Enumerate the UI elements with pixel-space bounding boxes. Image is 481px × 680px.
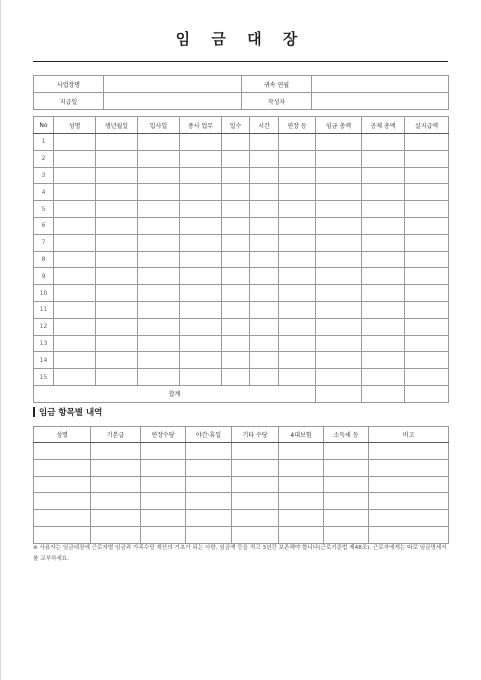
register-cell[interactable] (180, 184, 222, 201)
register-cell[interactable] (222, 134, 250, 151)
register-cell[interactable] (279, 201, 316, 218)
register-cell[interactable] (405, 251, 449, 268)
register-cell[interactable] (250, 201, 279, 218)
info-row (34, 76, 449, 93)
items-cell[interactable] (141, 526, 186, 543)
register-cell[interactable] (138, 201, 180, 218)
pay-month-field[interactable] (312, 76, 449, 93)
wage-items-table (33, 426, 449, 544)
section-heading (33, 406, 102, 418)
items-cell[interactable] (279, 459, 324, 476)
register-cell[interactable] (54, 251, 96, 268)
register-header-cell: No (34, 117, 54, 134)
table-row (34, 268, 449, 285)
register-cell[interactable] (180, 352, 222, 369)
items-cell[interactable] (232, 459, 279, 476)
register-cell[interactable] (54, 150, 96, 167)
register-cell[interactable] (279, 369, 316, 386)
register-cell[interactable] (222, 318, 250, 335)
register-cell[interactable] (96, 285, 138, 302)
register-cell[interactable] (54, 234, 96, 251)
register-cell[interactable] (362, 335, 405, 352)
register-cell[interactable] (138, 134, 180, 151)
register-cell[interactable] (222, 184, 250, 201)
table-row (34, 459, 449, 476)
items-cell[interactable] (232, 510, 279, 527)
register-cell[interactable] (362, 217, 405, 234)
items-cell[interactable] (141, 459, 186, 476)
table-row (34, 352, 449, 369)
register-cell[interactable] (316, 217, 362, 234)
table-row (34, 510, 449, 527)
items-cell[interactable] (232, 476, 279, 493)
register-header-cell: 실지급액 (405, 117, 449, 134)
table-row (34, 201, 449, 218)
table-row (34, 318, 449, 335)
register-cell[interactable] (138, 301, 180, 318)
items-cell[interactable] (34, 526, 91, 543)
register-cell[interactable] (138, 150, 180, 167)
table-row (34, 301, 449, 318)
register-cell[interactable] (405, 285, 449, 302)
register-cell[interactable] (222, 234, 250, 251)
register-cell[interactable] (405, 201, 449, 218)
register-cell[interactable] (279, 167, 316, 184)
table-row (34, 167, 449, 184)
register-cell[interactable] (362, 234, 405, 251)
register-cell[interactable] (279, 318, 316, 335)
items-cell[interactable] (186, 510, 232, 527)
total-net-pay-cell[interactable] (405, 385, 449, 402)
items-cell[interactable] (279, 443, 324, 460)
register-cell[interactable] (222, 301, 250, 318)
register-cell[interactable] (180, 150, 222, 167)
register-cell[interactable] (362, 352, 405, 369)
items-cell[interactable] (232, 443, 279, 460)
register-cell[interactable] (250, 234, 279, 251)
register-header-cell: 일수 (222, 117, 250, 134)
items-cell[interactable] (324, 510, 369, 527)
register-cell[interactable] (316, 150, 362, 167)
register-cell[interactable] (138, 318, 180, 335)
items-cell[interactable] (369, 526, 449, 543)
register-cell[interactable] (54, 369, 96, 386)
items-cell[interactable] (141, 493, 186, 510)
table-row (34, 285, 449, 302)
register-cell[interactable] (54, 335, 96, 352)
register-cell[interactable] (96, 318, 138, 335)
register-cell[interactable] (405, 352, 449, 369)
register-cell[interactable] (180, 251, 222, 268)
register-cell[interactable] (180, 268, 222, 285)
items-cell[interactable] (324, 526, 369, 543)
register-cell[interactable] (222, 352, 250, 369)
table-row (34, 234, 449, 251)
register-cell[interactable] (362, 167, 405, 184)
register-cell[interactable] (250, 301, 279, 318)
items-cell[interactable] (141, 476, 186, 493)
register-cell[interactable] (250, 352, 279, 369)
items-cell[interactable] (279, 510, 324, 527)
row-number: 12 (34, 318, 54, 335)
items-cell[interactable] (232, 526, 279, 543)
row-number: 5 (34, 201, 54, 218)
register-cell[interactable] (180, 134, 222, 151)
register-cell[interactable] (222, 335, 250, 352)
register-cell[interactable] (316, 369, 362, 386)
section-marker (33, 407, 35, 417)
register-cell[interactable] (250, 285, 279, 302)
items-cell[interactable] (369, 493, 449, 510)
table-row (34, 184, 449, 201)
row-number: 8 (34, 251, 54, 268)
register-cell[interactable] (96, 234, 138, 251)
register-cell[interactable] (250, 184, 279, 201)
table-row (34, 217, 449, 234)
items-cell[interactable] (91, 459, 141, 476)
table-row (34, 134, 449, 151)
items-cell[interactable] (369, 443, 449, 460)
register-cell[interactable] (279, 268, 316, 285)
row-number: 4 (34, 184, 54, 201)
author-label: 작성자 (242, 93, 312, 110)
items-header-cell: 기본급 (91, 427, 141, 443)
register-cell[interactable] (405, 234, 449, 251)
pay-month-label: 귀속 연월 (242, 76, 312, 93)
table-row (34, 493, 449, 510)
register-cell[interactable] (250, 268, 279, 285)
items-cell[interactable] (369, 476, 449, 493)
register-cell[interactable] (405, 184, 449, 201)
register-cell[interactable] (96, 201, 138, 218)
register-cell[interactable] (54, 285, 96, 302)
register-cell[interactable] (362, 184, 405, 201)
register-cell[interactable] (405, 268, 449, 285)
items-cell[interactable] (369, 459, 449, 476)
items-cell[interactable] (279, 526, 324, 543)
register-cell[interactable] (96, 335, 138, 352)
register-cell[interactable] (96, 217, 138, 234)
register-header-cell: 임금 총액 (316, 117, 362, 134)
footnote: ※ 사용자는 임금대장에 근로자별 임금과 가족수당 계산의 기초가 되는 사항, 임금액 등을 적고 3년간 보존해야 합니다(근로기준법 제48조). 근로자에게는 따로 임금명세서를 교부하세요. (33, 545, 447, 562)
register-cell[interactable] (222, 167, 250, 184)
register-cell[interactable] (405, 318, 449, 335)
row-number: 13 (34, 335, 54, 352)
register-cell[interactable] (180, 318, 222, 335)
items-cell[interactable] (91, 443, 141, 460)
register-header-cell: 종사 업무 (180, 117, 222, 134)
table-row (34, 335, 449, 352)
register-cell[interactable] (362, 318, 405, 335)
register-cell[interactable] (180, 369, 222, 386)
register-cell[interactable] (279, 184, 316, 201)
items-cell[interactable] (91, 493, 141, 510)
register-header-row (34, 117, 449, 134)
items-cell[interactable] (186, 443, 232, 460)
register-cell[interactable] (180, 301, 222, 318)
items-cell[interactable] (141, 510, 186, 527)
items-cell[interactable] (186, 526, 232, 543)
register-cell[interactable] (138, 167, 180, 184)
register-cell[interactable] (222, 285, 250, 302)
row-number: 14 (34, 352, 54, 369)
items-cell[interactable] (91, 526, 141, 543)
register-cell[interactable] (96, 134, 138, 151)
items-cell[interactable] (34, 510, 91, 527)
items-header-cell: 비고 (369, 427, 449, 443)
register-cell[interactable] (250, 167, 279, 184)
register-header-cell: 생년월일 (96, 117, 138, 134)
info-row (34, 93, 449, 110)
wage-register-table (33, 116, 449, 403)
items-header-cell: 소득세 등 (324, 427, 369, 443)
register-cell[interactable] (222, 251, 250, 268)
register-cell[interactable] (96, 251, 138, 268)
register-cell[interactable] (96, 352, 138, 369)
register-cell[interactable] (316, 134, 362, 151)
business-name-label: 사업장명 (34, 76, 104, 93)
register-header-cell: 성명 (54, 117, 96, 134)
register-cell[interactable] (279, 301, 316, 318)
table-row (34, 476, 449, 493)
register-cell[interactable] (96, 268, 138, 285)
items-cell[interactable] (186, 493, 232, 510)
title-divider (33, 61, 448, 62)
register-cell[interactable] (138, 352, 180, 369)
register-cell[interactable] (405, 301, 449, 318)
items-header-cell: 야간·휴일 (186, 427, 232, 443)
register-cell[interactable] (316, 201, 362, 218)
register-cell[interactable] (362, 150, 405, 167)
register-cell[interactable] (138, 184, 180, 201)
page-title: 임 금 대 장 (175, 30, 306, 48)
row-number: 7 (34, 234, 54, 251)
register-cell[interactable] (180, 217, 222, 234)
register-cell[interactable] (54, 134, 96, 151)
register-cell[interactable] (316, 335, 362, 352)
row-number: 2 (34, 150, 54, 167)
register-cell[interactable] (54, 167, 96, 184)
register-header-cell: 연장 등 (279, 117, 316, 134)
items-header-cell: 연장수당 (141, 427, 186, 443)
items-cell[interactable] (186, 459, 232, 476)
items-cell[interactable] (324, 493, 369, 510)
register-cell[interactable] (138, 369, 180, 386)
items-cell[interactable] (34, 493, 91, 510)
row-number: 15 (34, 369, 54, 386)
register-cell[interactable] (138, 251, 180, 268)
register-cell[interactable] (279, 335, 316, 352)
register-cell[interactable] (279, 285, 316, 302)
register-cell[interactable] (279, 134, 316, 151)
register-cell[interactable] (54, 201, 96, 218)
register-cell[interactable] (180, 167, 222, 184)
register-cell[interactable] (96, 301, 138, 318)
register-cell[interactable] (362, 251, 405, 268)
register-header-cell: 시간 (250, 117, 279, 134)
register-cell[interactable] (250, 134, 279, 151)
items-cell[interactable] (34, 443, 91, 460)
register-cell[interactable] (138, 234, 180, 251)
register-cell[interactable] (96, 184, 138, 201)
register-cell[interactable] (279, 217, 316, 234)
register-cell[interactable] (222, 150, 250, 167)
register-cell[interactable] (138, 217, 180, 234)
table-row (34, 526, 449, 543)
register-header-cell: 입사일 (138, 117, 180, 134)
items-cell[interactable] (324, 459, 369, 476)
register-cell[interactable] (316, 285, 362, 302)
register-cell[interactable] (362, 369, 405, 386)
register-cell[interactable] (316, 234, 362, 251)
table-row (34, 251, 449, 268)
register-cell[interactable] (405, 134, 449, 151)
total-deduction-cell[interactable] (362, 385, 405, 402)
register-cell[interactable] (279, 251, 316, 268)
register-cell[interactable] (405, 150, 449, 167)
register-cell[interactable] (222, 217, 250, 234)
register-cell[interactable] (54, 184, 96, 201)
register-cell[interactable] (250, 369, 279, 386)
register-cell[interactable] (316, 268, 362, 285)
items-cell[interactable] (324, 476, 369, 493)
register-cell[interactable] (96, 167, 138, 184)
register-cell[interactable] (405, 217, 449, 234)
items-cell[interactable] (141, 443, 186, 460)
author-field[interactable] (312, 93, 449, 110)
table-row (34, 369, 449, 386)
register-cell[interactable] (54, 318, 96, 335)
pay-date-field[interactable] (104, 93, 242, 110)
register-cell[interactable] (316, 251, 362, 268)
register-cell[interactable] (362, 285, 405, 302)
register-cell[interactable] (180, 234, 222, 251)
register-cell[interactable] (362, 301, 405, 318)
row-number: 1 (34, 134, 54, 151)
page-edge (0, 0, 1, 680)
items-cell[interactable] (279, 476, 324, 493)
register-cell[interactable] (250, 335, 279, 352)
items-cell[interactable] (186, 476, 232, 493)
register-cell[interactable] (250, 251, 279, 268)
register-cell[interactable] (54, 352, 96, 369)
register-cell[interactable] (316, 184, 362, 201)
items-cell[interactable] (34, 459, 91, 476)
items-header-cell: 4대보험 (279, 427, 324, 443)
items-cell[interactable] (279, 493, 324, 510)
items-cell[interactable] (91, 476, 141, 493)
register-cell[interactable] (316, 318, 362, 335)
row-number: 9 (34, 268, 54, 285)
register-cell[interactable] (138, 335, 180, 352)
register-cell[interactable] (54, 268, 96, 285)
items-header-row (34, 427, 449, 443)
register-cell[interactable] (138, 268, 180, 285)
items-cell[interactable] (232, 493, 279, 510)
register-cell[interactable] (138, 285, 180, 302)
row-number: 6 (34, 217, 54, 234)
register-cell[interactable] (54, 301, 96, 318)
register-cell[interactable] (250, 318, 279, 335)
business-name-field[interactable] (104, 76, 242, 93)
header-info-table (33, 75, 449, 110)
register-cell[interactable] (96, 369, 138, 386)
register-cell[interactable] (54, 217, 96, 234)
register-cell[interactable] (180, 335, 222, 352)
register-header-cell: 공제 총액 (362, 117, 405, 134)
register-cell[interactable] (96, 150, 138, 167)
register-cell[interactable] (222, 268, 250, 285)
register-cell[interactable] (250, 217, 279, 234)
register-cell[interactable] (316, 352, 362, 369)
table-row (34, 150, 449, 167)
total-label: 합계 (34, 385, 316, 402)
items-header-cell: 성명 (34, 427, 91, 443)
register-cell[interactable] (279, 352, 316, 369)
section-title: 임금 항목별 내역 (39, 408, 103, 418)
row-number: 11 (34, 301, 54, 318)
items-header-cell: 기타 수당 (232, 427, 279, 443)
register-cell[interactable] (316, 301, 362, 318)
register-cell[interactable] (362, 268, 405, 285)
register-cell[interactable] (362, 134, 405, 151)
register-cell[interactable] (222, 369, 250, 386)
register-cell[interactable] (180, 201, 222, 218)
register-cell[interactable] (279, 234, 316, 251)
row-number: 10 (34, 285, 54, 302)
items-cell[interactable] (324, 443, 369, 460)
register-cell[interactable] (316, 167, 362, 184)
register-cell[interactable] (279, 150, 316, 167)
register-cell[interactable] (405, 335, 449, 352)
row-number: 3 (34, 167, 54, 184)
items-cell[interactable] (34, 476, 91, 493)
register-cell[interactable] (362, 201, 405, 218)
total-row (34, 385, 449, 402)
table-row (34, 443, 449, 460)
register-cell[interactable] (405, 167, 449, 184)
register-cell[interactable] (250, 150, 279, 167)
items-cell[interactable] (91, 510, 141, 527)
register-cell[interactable] (405, 369, 449, 386)
register-cell[interactable] (180, 285, 222, 302)
pay-date-label: 지급일 (34, 93, 104, 110)
items-cell[interactable] (369, 510, 449, 527)
total-wage-cell[interactable] (316, 385, 362, 402)
register-cell[interactable] (222, 201, 250, 218)
